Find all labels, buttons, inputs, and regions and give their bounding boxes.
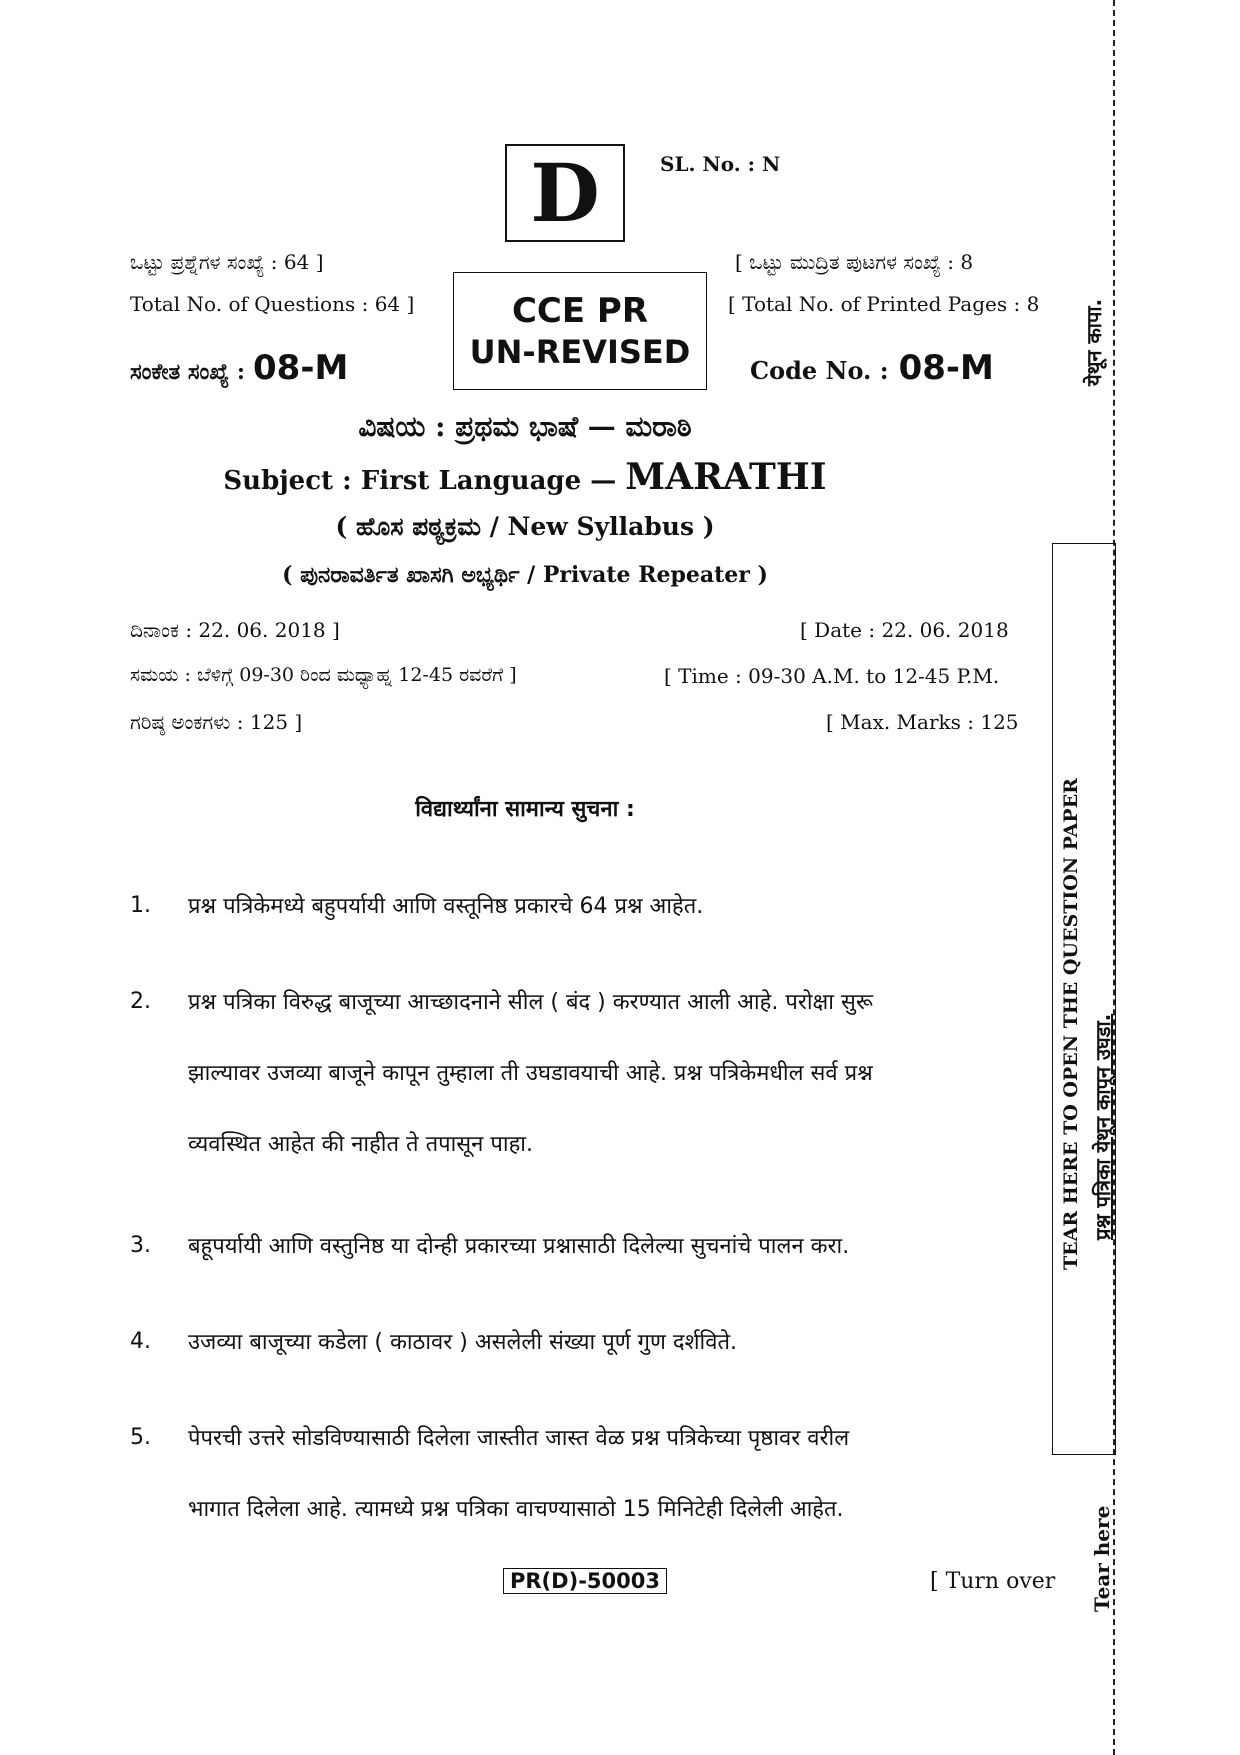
syllabus: ( ಹೊಸ ಪಠ್ಯಕ್ರಮ / New Syllabus ): [335, 512, 715, 541]
instruction-2-line-3: व्यवस्थित आहेत की नाहीत ते तपासून पाहा.: [188, 1132, 533, 1157]
exam-type-box: [453, 272, 707, 390]
subject-en-name: MARATHI: [625, 456, 827, 498]
cut-here-label: येथून कापा.: [1082, 298, 1106, 386]
instruction-2-number: 2.: [130, 989, 151, 1014]
date-en: [ Date : 22. 06. 2018: [800, 618, 1009, 642]
instruction-1-line-1: प्रश्न पत्रिकेमध्ये बहुपर्यायी आणि वस्तूनिष्ठ प्रकारचे 64 प्रश्न आहेत.: [188, 894, 704, 919]
exam-type-line1: CCE PR: [511, 290, 649, 331]
code-number-en: [750, 348, 994, 388]
instruction-5-line-1: पेपरची उत्तरे सोडविण्यासाठी दिलेला जास्तीत जास्त वेळ प्रश्न पत्रिकेच्या पृष्ठावर वरील: [188, 1426, 850, 1451]
instruction-4-line-1: उजव्या बाजूच्या कडेला ( काठावर ) असलेली संख्या पूर्ण गुण दर्शविते.: [188, 1330, 738, 1355]
candidate-type: ( ಪುನರಾವರ್ತಿತ ಖಾಸಗಿ ಅಭ್ಯರ್ಥಿ / Private Repeater ): [282, 562, 768, 588]
instruction-3-number: 3.: [130, 1233, 151, 1258]
code-label-en: Code No. :: [750, 356, 889, 385]
tear-instruction-en: TEAR HERE TO OPEN THE QUESTION PAPER: [1060, 778, 1082, 1270]
turn-over: [ Turn over: [930, 1569, 1056, 1594]
instruction-2-line-1: प्रश्न पत्रिका विरुद्ध बाजूच्या आच्छादनाने सील ( बंद ) करण्यात आली आहे. परोक्षा सुरू: [188, 990, 873, 1015]
tear-here-label: Tear here: [1090, 1505, 1114, 1612]
tear-instruction-mr: प्रश्न पत्रिका येथून कापून उघडा.: [1091, 1013, 1115, 1240]
instruction-1-number: 1.: [130, 893, 151, 918]
subject-en-prefix: Subject : First Language —: [223, 466, 617, 496]
code-value-en: 08-M: [898, 348, 994, 388]
time-en: [ Time : 09-30 A.M. to 12-45 P.M.: [664, 664, 1000, 688]
instruction-3-line-1: बहूपर्यायी आणि वस्तुनिष्ठ या दोन्ही प्रकारच्या प्रश्नासाठी दिलेल्या सुचनांचे पालन करा.: [188, 1234, 850, 1259]
paper-code: PR(D)-50003: [503, 1568, 667, 1594]
date-kn: ದಿನಾಂಕ : 22. 06. 2018 ]: [130, 618, 340, 642]
instruction-5-line-2: भागात दिलेला आहे. त्यामध्ये प्रश्न पत्रिका वाचण्यासाठो 15 मिनिटेही दिलेली आहेत.: [188, 1497, 844, 1522]
marks-kn: ಗರಿಷ್ಠ ಅಂಕಗಳು : 125 ]: [130, 710, 303, 734]
marks-en: [ Max. Marks : 125: [826, 710, 1019, 734]
code-label-kn: ಸಂಕೇತ ಸಂಖ್ಯೆ :: [130, 359, 246, 385]
code-value-kn: 08-M: [253, 348, 349, 388]
time-kn: ಸಮಯ : ಬೆಳಿಗ್ಗೆ 09-30 ರಿಂದ ಮಧ್ಯಾಹ್ನ 12-45 ರವರೆಗೆ ]: [130, 664, 517, 686]
series-box: [505, 144, 625, 242]
code-number-kn: [130, 348, 348, 388]
instructions-title: विद्यार्थ्यांना सामान्य सुचना :: [415, 797, 635, 822]
instruction-2-line-2: झाल्यावर उजव्या बाजूने कापून तुम्हाला ती उघडावयाची आहे. प्रश्न पत्रिकेमधील सर्व प्रश्न: [188, 1061, 873, 1086]
exam-type-line2: UN-REVISED: [469, 333, 691, 372]
total-pages-en: [ Total No. of Printed Pages : 8: [728, 292, 1040, 316]
series-letter: D: [530, 146, 600, 240]
instruction-4-number: 4.: [130, 1329, 151, 1354]
total-questions-en: Total No. of Questions : 64 ]: [130, 292, 415, 316]
subject-en: [0, 456, 1050, 498]
total-questions-kn: ಒಟ್ಟು ಪ್ರಶ್ನೆಗಳ ಸಂಖ್ಯೆ : 64 ]: [130, 250, 324, 274]
serial-number: SL. No. : N: [660, 152, 781, 176]
total-pages-kn: [ ಒಟ್ಟು ಮುದ್ರಿತ ಪುಟಗಳ ಸಂಖ್ಯೆ : 8: [735, 250, 974, 274]
subject-kn: ವಿಷಯ : ಪ್ರಥಮ ಭಾಷೆ — ಮರಾಠಿ: [358, 410, 692, 443]
instruction-5-number: 5.: [130, 1425, 151, 1450]
